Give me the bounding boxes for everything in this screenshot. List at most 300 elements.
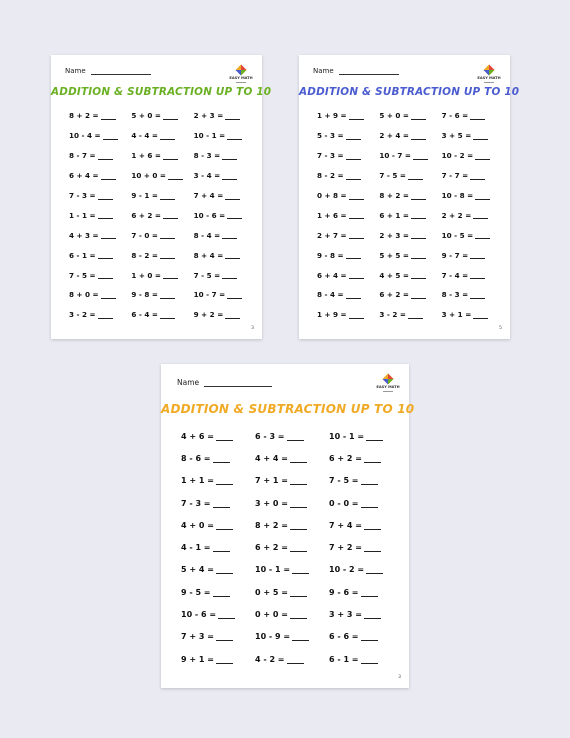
- problem-text: 3 - 4 =: [193, 171, 221, 181]
- worksheet-2: [299, 55, 520, 339]
- problem-text: 2 + 3 =: [193, 111, 224, 121]
- problem-text: 9 - 8 =: [131, 290, 158, 300]
- math-problem: [442, 245, 504, 265]
- problem-text: 3 + 3 =: [329, 610, 362, 620]
- worksheet-3: [161, 364, 415, 688]
- answer-blank: [290, 499, 307, 508]
- answer-blank: [364, 610, 381, 619]
- problem-text: 4 - 4 =: [131, 131, 158, 141]
- math-problem: [255, 559, 329, 581]
- math-problem: [379, 146, 441, 166]
- problem-text: 5 + 0 =: [131, 111, 161, 121]
- page-number: 3: [398, 675, 401, 680]
- problem-text: 9 + 1 =: [181, 654, 214, 664]
- answer-blank: [361, 499, 378, 508]
- answer-blank: [473, 211, 488, 219]
- math-problem: [181, 447, 255, 469]
- pencil-logo-icon: [235, 64, 247, 76]
- math-problem: [255, 514, 329, 536]
- answer-blank: [216, 655, 233, 664]
- answer-blank: [98, 271, 113, 279]
- math-problem: [442, 285, 504, 305]
- math-problem: [317, 146, 379, 166]
- answer-blank: [475, 192, 490, 200]
- problem-text: 10 - 4 =: [69, 131, 101, 141]
- answer-blank: [160, 311, 175, 319]
- worksheet-title: ADDITION & SUBTRACTION UP TO 10: [299, 86, 520, 98]
- math-problem: [194, 126, 256, 146]
- problem-text: 8 + 2 =: [379, 191, 409, 200]
- math-problem: [442, 305, 504, 325]
- problem-text: 6 + 4 =: [69, 171, 99, 181]
- problem-text: 9 + 2 =: [193, 310, 224, 320]
- problem-text: 3 - 2 =: [69, 310, 96, 320]
- worksheet-title: ADDITION & SUBTRACTION UP TO 10: [161, 402, 415, 416]
- math-problem: [69, 305, 131, 325]
- math-problem: [442, 126, 504, 146]
- problem-text: 4 + 3 =: [69, 230, 99, 240]
- problem-text: 6 + 4 =: [317, 270, 347, 280]
- answer-blank: [290, 454, 307, 463]
- problem-text: 4 + 0 =: [181, 520, 214, 530]
- problem-text: 1 + 6 =: [131, 151, 161, 161]
- answer-blank: [160, 192, 175, 200]
- problem-text: 3 + 5 =: [441, 131, 472, 141]
- name-field: [177, 378, 272, 387]
- easy-math-logo: [377, 373, 399, 392]
- answer-blank: [163, 271, 178, 279]
- math-problem: [317, 166, 379, 186]
- math-problem: [329, 559, 403, 581]
- answer-blank: [222, 271, 237, 279]
- answer-blank: [292, 565, 309, 574]
- problem-text: 4 + 6 =: [181, 431, 214, 441]
- problem-text: 8 - 3 =: [193, 151, 221, 161]
- problem-text: 3 + 0 =: [255, 498, 288, 508]
- math-problem: [181, 559, 255, 581]
- math-problem: [379, 166, 441, 186]
- problem-text: 2 + 7 =: [317, 230, 347, 240]
- math-problem: [131, 245, 193, 265]
- problem-text: 7 - 5 =: [379, 171, 406, 181]
- problem-text: 7 + 2 =: [329, 543, 362, 553]
- math-problem: [317, 245, 379, 265]
- answer-blank: [98, 192, 113, 200]
- math-problem: [442, 106, 504, 126]
- math-problem: [329, 603, 403, 625]
- math-problem: [69, 186, 131, 206]
- problem-text: 10 - 2 =: [329, 565, 365, 575]
- problem-text: 8 - 6 =: [181, 453, 211, 463]
- math-problem: [379, 225, 441, 245]
- math-problem: [317, 186, 379, 206]
- problem-text: 10 - 9 =: [255, 632, 291, 642]
- answer-blank: [470, 291, 485, 299]
- math-problem: [131, 126, 193, 146]
- problem-text: 0 + 0 =: [255, 610, 288, 620]
- problem-text: 10 - 6 =: [193, 210, 226, 220]
- math-problem: [69, 146, 131, 166]
- math-problem: [317, 285, 379, 305]
- answer-blank: [349, 192, 364, 200]
- answer-blank: [101, 291, 116, 299]
- problem-text: 10 - 1 =: [193, 131, 226, 141]
- problem-text: 9 - 6 =: [329, 587, 359, 597]
- answer-blank: [98, 311, 113, 319]
- math-problem: [255, 603, 329, 625]
- math-problem: [181, 492, 255, 514]
- answer-blank: [349, 311, 364, 319]
- problem-text: 8 - 2 =: [131, 250, 158, 260]
- problem-text: 5 + 5 =: [379, 250, 409, 260]
- problem-text: 1 + 6 =: [317, 210, 347, 220]
- math-problem: [379, 265, 441, 285]
- math-problem: [442, 186, 504, 206]
- math-problem: [255, 447, 329, 469]
- math-problem: [131, 166, 193, 186]
- math-problem: [379, 106, 441, 126]
- problem-text: 6 + 2 =: [255, 543, 288, 553]
- problem-text: 6 - 6 =: [329, 632, 359, 642]
- answer-blank: [287, 655, 304, 664]
- answer-blank: [222, 231, 237, 239]
- math-problem: [317, 225, 379, 245]
- name-blank-line: [339, 68, 399, 75]
- problem-grid: [181, 425, 403, 670]
- answer-blank: [408, 311, 423, 319]
- answer-blank: [361, 588, 378, 597]
- math-problem: [255, 492, 329, 514]
- problem-text: 7 - 3 =: [181, 498, 211, 508]
- math-problem: [69, 285, 131, 305]
- problem-text: 9 - 8 =: [317, 250, 344, 260]
- problem-text: 4 - 1 =: [181, 543, 211, 553]
- math-problem: [317, 265, 379, 285]
- answer-blank: [98, 251, 113, 259]
- problem-text: 7 + 4 =: [193, 191, 224, 200]
- problem-text: 7 - 5 =: [69, 270, 96, 280]
- problem-text: 0 - 0 =: [329, 498, 359, 508]
- problem-text: 0 + 8 =: [317, 191, 347, 200]
- name-label: Name: [177, 378, 200, 387]
- answer-blank: [473, 311, 488, 319]
- problem-text: 7 - 4 =: [441, 270, 469, 280]
- answer-blank: [227, 132, 242, 140]
- answer-blank: [101, 172, 116, 180]
- problem-text: 9 - 7 =: [441, 250, 469, 260]
- math-problem: [181, 603, 255, 625]
- logo-underline: [383, 391, 393, 392]
- math-problem: [442, 146, 504, 166]
- math-problem: [181, 648, 255, 670]
- problem-text: 8 - 7 =: [69, 151, 96, 161]
- problem-text: 8 - 3 =: [441, 290, 469, 300]
- answer-blank: [366, 565, 383, 574]
- math-problem: [442, 166, 504, 186]
- problem-text: 0 + 5 =: [255, 587, 288, 597]
- problem-text: 10 - 6 =: [181, 610, 217, 620]
- problem-text: 6 - 3 =: [255, 431, 285, 441]
- answer-blank: [227, 211, 242, 219]
- math-problem: [379, 126, 441, 146]
- answer-blank: [290, 521, 307, 530]
- problem-text: 7 + 1 =: [255, 476, 288, 486]
- math-problem: [255, 470, 329, 492]
- answer-blank: [364, 521, 381, 530]
- answer-blank: [361, 655, 378, 664]
- math-problem: [69, 265, 131, 285]
- math-problem: [131, 285, 193, 305]
- answer-blank: [470, 112, 485, 120]
- answer-blank: [349, 211, 364, 219]
- math-problem: [131, 186, 193, 206]
- answer-blank: [290, 476, 307, 485]
- answer-blank: [413, 152, 428, 160]
- problem-text: 8 - 2 =: [317, 171, 344, 181]
- math-problem: [181, 626, 255, 648]
- problem-text: 7 - 3 =: [69, 191, 96, 200]
- problem-text: 4 + 5 =: [379, 270, 409, 280]
- answer-blank: [227, 291, 242, 299]
- problem-text: 1 + 0 =: [131, 270, 161, 280]
- problem-text: 2 + 2 =: [441, 210, 472, 220]
- problem-text: 6 - 4 =: [131, 310, 158, 320]
- problem-text: 7 - 0 =: [131, 230, 158, 240]
- logo-underline: [236, 82, 246, 83]
- answer-blank: [98, 152, 113, 160]
- problem-text: 10 + 0 =: [131, 171, 166, 181]
- answer-blank: [218, 610, 235, 619]
- problem-text: 4 + 4 =: [255, 453, 288, 463]
- math-problem: [131, 265, 193, 285]
- math-problem: [194, 245, 256, 265]
- math-problem: [131, 205, 193, 225]
- problem-text: 6 + 2 =: [329, 453, 362, 463]
- answer-blank: [103, 132, 118, 140]
- math-problem: [379, 205, 441, 225]
- problem-text: 2 + 4 =: [379, 131, 409, 141]
- math-problem: [329, 492, 403, 514]
- problem-text: 5 - 3 =: [317, 131, 344, 141]
- math-problem: [255, 425, 329, 447]
- problem-text: 7 + 4 =: [329, 520, 362, 530]
- math-problem: [255, 626, 329, 648]
- problem-text: 9 - 5 =: [181, 587, 211, 597]
- answer-blank: [364, 454, 381, 463]
- math-problem: [69, 225, 131, 245]
- answer-blank: [213, 588, 230, 597]
- logo-text: EASY MATH: [477, 76, 501, 80]
- math-problem: [329, 536, 403, 558]
- problem-text: 3 - 2 =: [379, 310, 406, 320]
- answer-blank: [411, 192, 426, 200]
- answer-blank: [292, 632, 309, 641]
- math-problem: [194, 225, 256, 245]
- math-problem: [379, 245, 441, 265]
- problem-text: 5 + 0 =: [379, 111, 409, 121]
- answer-blank: [411, 271, 426, 279]
- problem-text: 10 - 7 =: [379, 151, 411, 161]
- math-problem: [69, 106, 131, 126]
- problem-text: 7 - 6 =: [441, 111, 469, 121]
- math-problem: [329, 447, 403, 469]
- answer-blank: [470, 172, 485, 180]
- math-problem: [379, 186, 441, 206]
- answer-blank: [216, 632, 233, 641]
- math-problem: [442, 265, 504, 285]
- answer-blank: [349, 271, 364, 279]
- answer-blank: [163, 152, 178, 160]
- math-problem: [329, 514, 403, 536]
- answer-blank: [411, 112, 426, 120]
- answer-blank: [160, 251, 175, 259]
- problem-text: 10 - 7 =: [193, 290, 226, 300]
- answer-blank: [346, 251, 361, 259]
- math-problem: [181, 536, 255, 558]
- answer-blank: [475, 231, 490, 239]
- problem-text: 1 + 1 =: [181, 476, 214, 486]
- answer-blank: [216, 432, 233, 441]
- math-problem: [317, 106, 379, 126]
- answer-blank: [290, 610, 307, 619]
- problem-text: 1 + 9 =: [317, 111, 347, 121]
- math-problem: [442, 205, 504, 225]
- answer-blank: [346, 172, 361, 180]
- answer-blank: [290, 543, 307, 552]
- math-problem: [317, 126, 379, 146]
- math-problem: [442, 225, 504, 245]
- answer-blank: [411, 291, 426, 299]
- answer-blank: [163, 211, 178, 219]
- problem-text: 6 + 1 =: [379, 210, 409, 220]
- name-blank-line: [204, 380, 272, 387]
- problem-text: 8 + 2 =: [255, 520, 288, 530]
- problem-text: 1 - 1 =: [69, 210, 96, 220]
- answer-blank: [473, 132, 488, 140]
- answer-blank: [168, 172, 183, 180]
- answer-blank: [160, 231, 175, 239]
- math-problem: [255, 648, 329, 670]
- math-problem: [69, 166, 131, 186]
- math-problem: [69, 245, 131, 265]
- math-problem: [181, 470, 255, 492]
- answer-blank: [290, 588, 307, 597]
- name-field: [65, 67, 151, 75]
- math-problem: [317, 305, 379, 325]
- answer-blank: [470, 251, 485, 259]
- math-problem: [194, 186, 256, 206]
- logo-underline: [484, 82, 494, 83]
- problem-text: 7 + 3 =: [181, 632, 214, 642]
- easy-math-logo: [478, 64, 500, 83]
- page-number: 3: [251, 326, 254, 331]
- problem-text: 6 + 2 =: [379, 290, 409, 300]
- problem-text: 5 + 4 =: [181, 565, 214, 575]
- math-problem: [329, 470, 403, 492]
- page-number: 5: [499, 326, 502, 331]
- answer-blank: [287, 432, 304, 441]
- math-problem: [379, 285, 441, 305]
- problem-text: 7 - 7 =: [441, 171, 469, 181]
- answer-blank: [98, 211, 113, 219]
- math-problem: [69, 126, 131, 146]
- math-problem: [329, 581, 403, 603]
- name-label: Name: [65, 67, 86, 75]
- problem-text: 7 - 5 =: [193, 270, 221, 280]
- problem-text: 10 - 8 =: [441, 191, 474, 200]
- math-problem: [181, 581, 255, 603]
- answer-blank: [411, 231, 426, 239]
- answer-blank: [346, 132, 361, 140]
- problem-text: 10 - 5 =: [441, 230, 474, 240]
- problem-text: 9 - 1 =: [131, 191, 158, 200]
- answer-blank: [225, 311, 240, 319]
- problem-text: 7 - 3 =: [317, 151, 344, 161]
- math-problem: [194, 285, 256, 305]
- math-problem: [329, 648, 403, 670]
- problem-text: 8 + 2 =: [69, 111, 99, 121]
- math-problem: [181, 514, 255, 536]
- answer-blank: [222, 152, 237, 160]
- answer-blank: [101, 112, 116, 120]
- math-problem: [255, 536, 329, 558]
- math-problem: [181, 425, 255, 447]
- worksheet-1: [51, 55, 272, 339]
- answer-blank: [408, 172, 423, 180]
- math-problem: [131, 146, 193, 166]
- problem-text: 6 - 1 =: [69, 250, 96, 260]
- answer-blank: [364, 543, 381, 552]
- pencil-logo-icon: [382, 373, 394, 385]
- answer-blank: [470, 271, 485, 279]
- math-problem: [69, 205, 131, 225]
- name-field: [313, 67, 399, 75]
- answer-blank: [349, 231, 364, 239]
- name-blank-line: [91, 68, 151, 75]
- answer-blank: [346, 152, 361, 160]
- answer-blank: [216, 521, 233, 530]
- math-problem: [317, 205, 379, 225]
- math-problem: [194, 166, 256, 186]
- name-label: Name: [313, 67, 334, 75]
- problem-text: 3 + 1 =: [441, 310, 472, 320]
- answer-blank: [163, 112, 178, 120]
- problem-text: 10 - 1 =: [329, 431, 365, 441]
- answer-blank: [361, 476, 378, 485]
- answer-blank: [346, 291, 361, 299]
- answer-blank: [225, 251, 240, 259]
- answer-blank: [225, 192, 240, 200]
- problem-text: 7 - 5 =: [329, 476, 359, 486]
- math-problem: [379, 305, 441, 325]
- answer-blank: [216, 476, 233, 485]
- worksheet-title: ADDITION & SUBTRACTION UP TO 10: [51, 86, 272, 98]
- problem-text: 2 + 3 =: [379, 230, 409, 240]
- answer-blank: [411, 211, 426, 219]
- answer-blank: [213, 454, 230, 463]
- answer-blank: [225, 112, 240, 120]
- math-problem: [329, 626, 403, 648]
- problem-text: 1 + 9 =: [317, 310, 347, 320]
- answer-blank: [411, 251, 426, 259]
- math-problem: [131, 106, 193, 126]
- answer-blank: [222, 172, 237, 180]
- problem-text: 8 + 0 =: [69, 290, 99, 300]
- problem-text: 6 - 1 =: [329, 654, 359, 664]
- math-problem: [194, 305, 256, 325]
- problem-text: 6 + 2 =: [131, 210, 161, 220]
- answer-blank: [349, 112, 364, 120]
